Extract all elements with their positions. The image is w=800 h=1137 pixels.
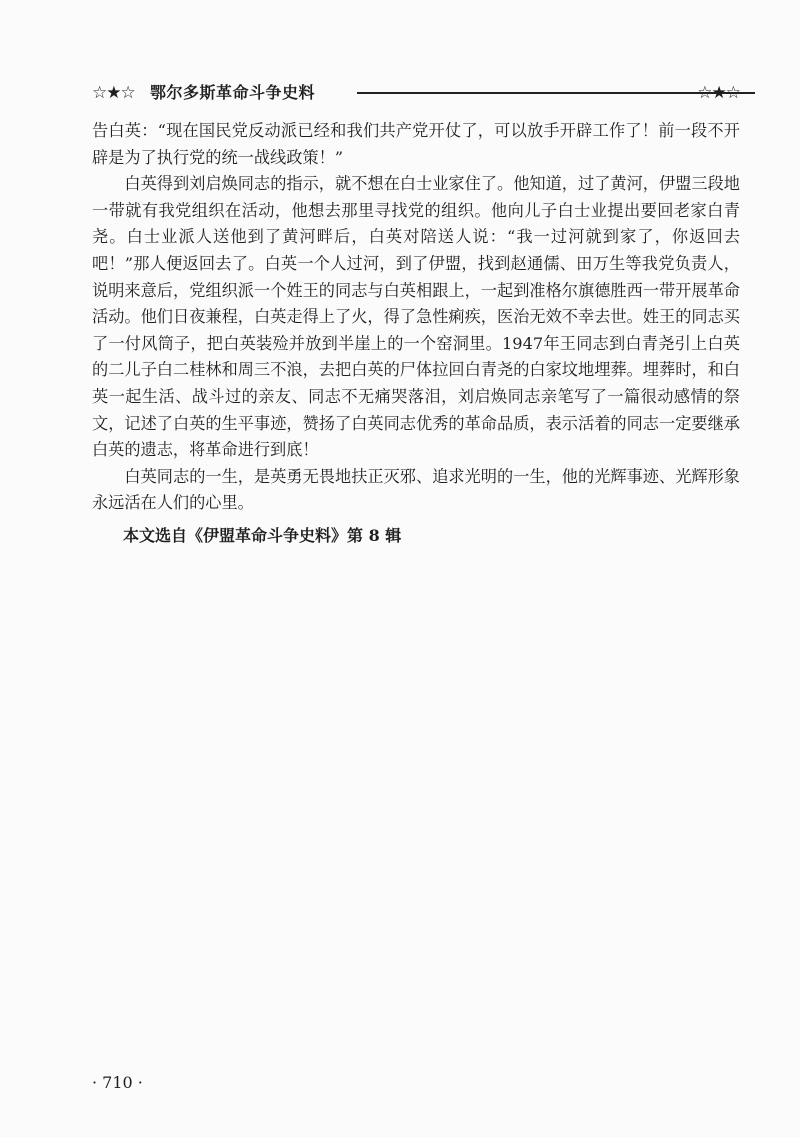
header-title: 鄂尔多斯革命斗争史料 bbox=[150, 83, 316, 102]
page-number: · 710 · bbox=[92, 1073, 143, 1092]
body-text bbox=[92, 118, 740, 517]
paragraph-continued: 告白英：“现在国民党反动派已经和我们共产党开仗了，可以放手开辟工作了！前一段不开辟是为了执行党的统一战线政策！” bbox=[92, 121, 740, 167]
header-stars-right: ☆★☆ bbox=[697, 83, 740, 103]
header-rule bbox=[357, 92, 755, 94]
running-header bbox=[92, 80, 740, 106]
header-stars-left: ☆★☆ bbox=[92, 83, 135, 103]
source-note: 本文选自《伊盟革命斗争史料》第 8 辑 bbox=[123, 526, 402, 545]
paragraph: 白英同志的一生，是英勇无畏地扶正灭邪、追求光明的一生，他的光辉事迹、光辉形象永远活在人们的心里。 bbox=[92, 466, 740, 513]
paragraph: 白英得到刘启焕同志的指示，就不想在白士业家住了。他知道，过了黄河，伊盟三段地一带就有我党组织在活动，他想去那里寻找党的组织。他向儿子白士业提出要回老家白青尧。白士业派人送他到了黄河畔后，白英对陪送人说：“我一过河就到家了，你返回去吧！”那人便返回去了。白英一个人过河，到了伊盟，找到赵通儒、田万生等我党负责人，说明来意后，党组织派一个姓王的同志与白英相跟上，一起到准格尔旗德胜西一带开展革命活动。他们日夜兼程，白英走得上了火，得了急性痢疾，医治无效不幸去世。姓王的同志买了一付风筒子，把白英装殓并放到半崖上的一个窑洞里。1947年王同志到白青尧引上白英的二儿子白二桂林和周三不浪，去把白英的尸体拉回白青尧的白家坟地埋葬。埋葬时，和白英一起生活、战斗过的亲友、同志不无痛哭落泪，刘启焕同志亲笔写了一篇很动感情的祭文，记述了白英的生平事迹，赞扬了白英同志优秀的革命品质，表示活着的同志一定要继承白英的遗志，将革命进行到底！ bbox=[92, 174, 740, 460]
